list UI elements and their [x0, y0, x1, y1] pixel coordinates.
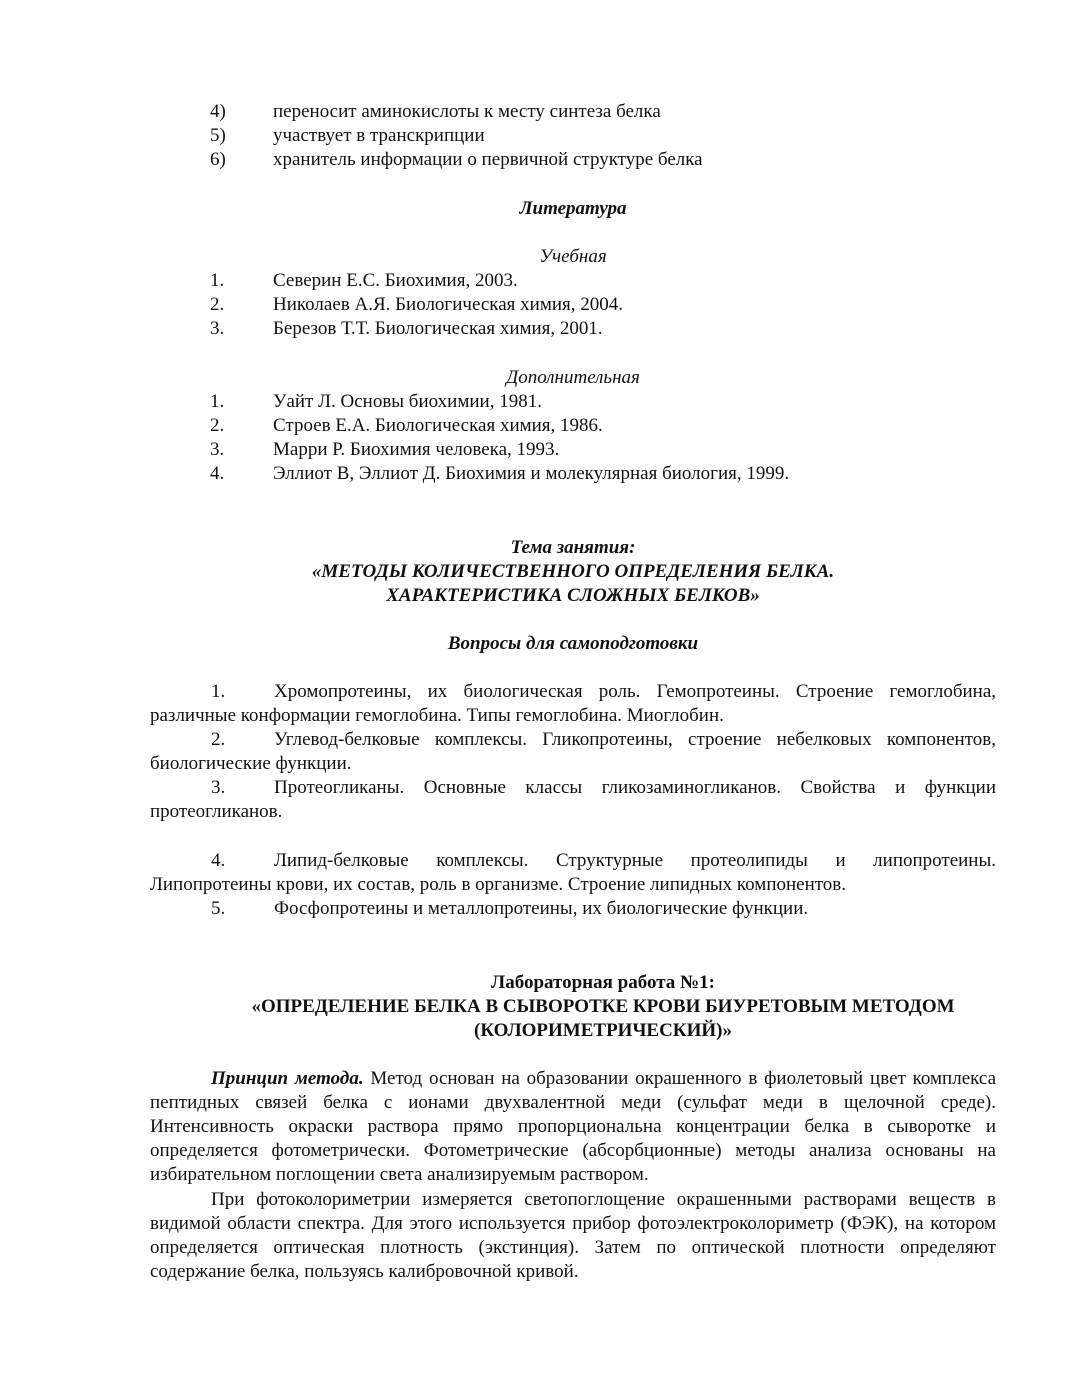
question-text: Углевод-белковые комплексы. Гликопротеины, строение небелковых компонентов, биологические функции. [150, 729, 996, 774]
question-number: 2. [211, 729, 226, 750]
list-number: 2. [210, 415, 225, 436]
list-number: 3. [210, 439, 225, 460]
topic-title-line: ХАРАКТЕРИСТИКА СЛОЖНЫХ БЕЛКОВ» [386, 585, 760, 606]
list-number: 5) [210, 125, 226, 146]
list-text: Березов Т.Т. Биологическая химия, 2001. [273, 318, 603, 339]
literature-heading: Литература [519, 198, 627, 219]
topic-title-line: «МЕТОДЫ КОЛИЧЕСТВЕННОГО ОПРЕДЕЛЕНИЯ БЕЛКА. [311, 561, 835, 582]
literature-extra-heading: Дополнительная [506, 367, 640, 388]
list-text: Северин Е.С. Биохимия, 2003. [273, 270, 518, 291]
literature-main-heading: Учебная [539, 246, 607, 267]
question-number: 1. [211, 681, 226, 702]
principle-paragraph [150, 1067, 996, 1187]
list-text: Марри Р. Биохимия человека, 1993. [273, 439, 560, 460]
list-number: 2. [210, 294, 225, 315]
list-number: 4. [210, 463, 225, 484]
list-text: Строев Е.А. Биологическая химия, 1986. [273, 415, 603, 436]
list-text: Николаев А.Я. Биологическая химия, 2004. [273, 294, 623, 315]
list-number: 3. [210, 318, 225, 339]
list-number: 1. [210, 270, 225, 291]
question-number: 4. [211, 850, 226, 871]
question-number: 5. [211, 898, 226, 919]
question-text: Хромопротеины, их биологическая роль. Гемопротеины. Строение гемоглобина, различные конформации гемоглобина. Типы гемоглобина. Миоглобин. [150, 681, 996, 726]
question-item [150, 680, 996, 728]
lab-title-line: (КОЛОРИМЕТРИЧЕСКИЙ)» [474, 1020, 732, 1041]
list-text: хранитель информации о первичной структуре белка [273, 149, 703, 170]
list-text: переносит аминокислоты к месту синтеза белка [273, 101, 661, 122]
paragraph-text: При фотоколориметрии измеряется светопоглощение окрашенными растворами веществ в видимой области спектра. Для этого используется прибор фотоэлектроколориметр (ФЭК), на котором определяется оптическая плотность (экстинция). Затем по оптической плотности определяют содержание белка, пользуясь калибровочной кривой. [150, 1189, 996, 1282]
question-item [150, 897, 996, 921]
question-text: Протеогликаны. Основные классы гликозаминогликанов. Свойства и функции протеогликанов. [150, 777, 996, 822]
list-text: Уайт Л. Основы биохимии, 1981. [273, 391, 542, 412]
lab-label: Лабораторная работа №1: [491, 972, 715, 993]
list-number: 4) [210, 101, 226, 122]
list-text: Эллиот В, Эллиот Д. Биохимия и молекулярная биология, 1999. [273, 463, 790, 484]
list-number: 1. [210, 391, 225, 412]
questions-heading: Вопросы для самоподготовки [447, 633, 699, 654]
topic-label: Тема занятия: [510, 537, 636, 558]
question-item [150, 728, 996, 776]
question-number: 3. [211, 777, 226, 798]
question-text: Липид-белковые комплексы. Структурные протеолипиды и липопротеины. Липопротеины крови, их состав, роль в организме. Строение липидных компонентов. [150, 850, 996, 895]
question-item [150, 849, 996, 897]
principle-label: Принцип метода. [211, 1068, 364, 1089]
question-item [150, 776, 996, 824]
question-text: Фосфопротеины и металлопротеины, их биологические функции. [274, 898, 809, 919]
list-text: участвует в транскрипции [273, 125, 485, 146]
body-paragraph [150, 1188, 996, 1284]
lab-title-line: «ОПРЕДЕЛЕНИЕ БЕЛКА В СЫВОРОТКЕ КРОВИ БИУРЕТОВЫМ МЕТОДОМ [251, 996, 955, 1017]
principle-text: Метод основан на образовании окрашенного в фиолетовый цвет комплекса пептидных связей белка с ионами двухвалентной меди (сульфат меди в щелочной среде). Интенсивность окраски раствора прямо пропорциональна концентрации белка в сыворотке и определяется фотометрически. Фотометрические (абсорбционные) методы анализа основаны на избирательном поглощении света анализируемым раствором. [150, 1068, 997, 1185]
list-number: 6) [210, 149, 226, 170]
